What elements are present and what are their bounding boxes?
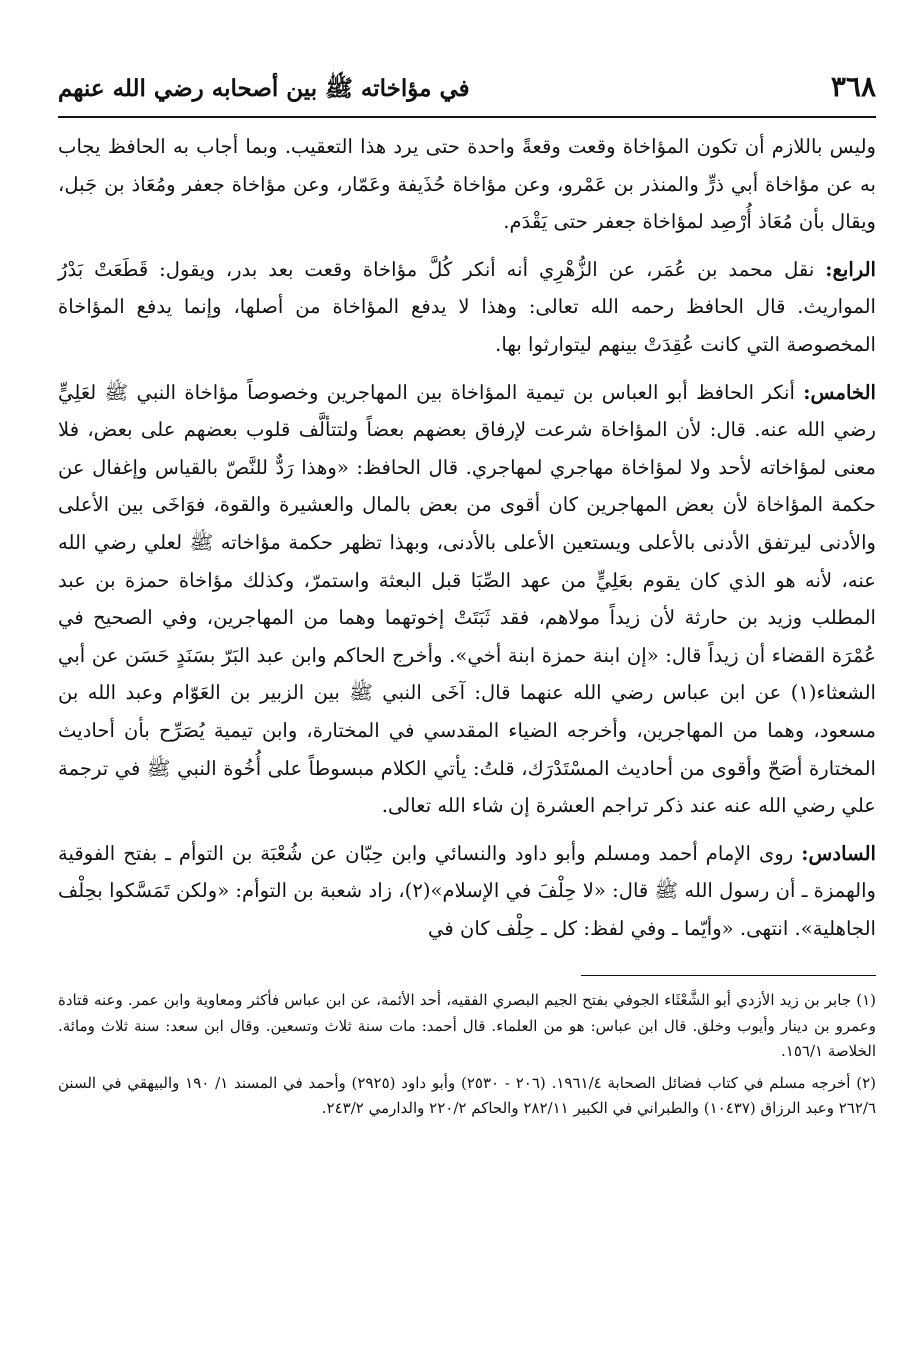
footnote: (٢) أخرجه مسلم في كتاب فضائل الصحابة ١٩٦١/٤. (٢٠٦ - ٢٥٣٠) وأبو داود (٢٩٢٥) وأحمد في المسند ١/ ١٩٠ والبيهقي في السنن ٢٦٢/٦ وعبد الرزاق (١٠٤٣٧) والطبراني في الكبير ٢٨٢/١١ والحاكم ٢٢٠/٢ والدارمي ٢٤٣/٢. xyxy=(58,1073,876,1118)
footnote-divider xyxy=(581,975,876,976)
footnote: (١) جابر بن زيد الأزدي أبو الشَّعْثَاء الجوفي بفتح الجيم البصري الفقيه، أحد الأئمة، عن ابن عباس فأكثر ومعاوية وابن عمر. وعنه قتادة وعمرو بن دينار وأيوب وخلق. قال ابن عباس: هو من العلماء. قال أحمد: مات سنة ثلاث وتسعين. وقال ابن سعد: سنة ثلاث ومائة. الخلاصة ١٥٦/١. xyxy=(58,991,876,1061)
book-page xyxy=(58,70,876,1128)
paragraph xyxy=(58,128,876,241)
main-text xyxy=(58,128,876,947)
paragraph xyxy=(58,251,876,364)
paragraph-text: أنكر الحافظ أبو العباس بن تيمية المؤاخاة بين المهاجرين وخصوصاً مؤاخاة النبي ﷺ لعَلِيٍّ رضي الله عنه. قال: لأن المؤاخاة شرعت لإرفاق بعضهم بعضاً ولتتألَّف قلوب بعضهم على بعض، فلا معنى لمؤاخاته لأحد ولا لمؤاخاة مهاجري لمهاجري. قال الحافظ: «وهذا رَدٌّ للنَّصّ بالقياس وإغفال عن حكمة المؤاخاة لأن بعض المهاجرين كان أقوى من بعض بالمال والعشيرة والقوة، فوَاخَى بين الأعلى والأدنى ليرتفق الأدنى بالأعلى ويستعين الأعلى بالأدنى، وبهذا تظهر حكمة مؤاخاته ﷺ لعلي رضي الله عنه، لأنه هو الذي كان يقوم بعَلِيٍّ من عهد الصِّبَا قبل البعثة واستمرّ، وكذلك مؤاخاة حمزة بن عبد المطلب وزيد بن حارثة لأن زيداً مولاهم، فقد ثَبَتَتْ إخوتهما وهما من المهاجرين، وفي الصحيح في عُمْرَة القضاء أن زيداً قال: «إن ابنة حمزة ابنة أخي». وأخرج الحاكم وابن عبد البَرّ بسَنَدٍ حَسَن عن أبي الشعثاء(١) عن ابن عباس رضي الله عنهما قال: آخَى النبي ﷺ بين الزبير بن العَوّام وعبد الله بن مسعود، وهما من المهاجرين، وأخرجه الضياء المقدسي في المختارة، وابن تيمية يُصَرِّح بأن أحاديث المختارة أصَحّ وأقوى من أحاديث المسْتَدْرَك، قلتُ: يأتي الكلام مبسوطاً على أُخُوة النبي ﷺ في ترجمة علي رضي الله عنه عند ذكر تراجم العشرة إن شاء الله تعالى. xyxy=(58,380,876,818)
running-title: في مؤاخاته ﷺ بين أصحابه رضي الله عنهم xyxy=(58,75,470,102)
paragraph-text: روى الإمام أحمد ومسلم وأبو داود والنسائي وابن حِبّان عن شُعْبَة بن التوأم ـ بفتح الفوقية والهمزة ـ أن رسول الله ﷺ قال: «لا حِلْفَ في الإسلام»(٢)، زاد شعبة بن التوأم: «ولكن تَمَسَّكوا بحِلْف الجاهلية». انتهى. «وأيّما ـ وفي لفظ: كل ـ حِلْف كان في xyxy=(58,841,876,940)
page-number: ٣٦٨ xyxy=(830,70,876,103)
paragraph xyxy=(58,374,876,825)
paragraph-lead: الخامس: xyxy=(803,380,876,404)
paragraph-lead: الرابع: xyxy=(825,257,877,281)
paragraph-lead: السادس: xyxy=(801,841,876,865)
page-header xyxy=(58,70,876,118)
paragraph-text: وليس باللازم أن تكون المؤاخاة وقعت وقعةً واحدة حتى يرد هذا التعقيب. وبما أجاب به الحافظ يجاب به عن مؤاخاة أبي ذرٍّ والمنذر بن عَمْرو، وعن مؤاخاة حُذَيفة وعَمّار، وعن مؤاخاة جعفر ومُعَاذ بن جَبل، ويقال بأن مُعَاذ أُرْصِد لمؤاخاة جعفر حتى يَقْدَم. xyxy=(58,135,876,234)
footnotes xyxy=(58,988,876,1122)
paragraph-text: نقل محمد بن عُمَر، عن الزُّهْرِي أنه أنكر كُلَّ مؤاخاة وقعت بعد بدر، ويقول: قَطَعَتْ بَدْرُ المواريث. قال الحافظ رحمه الله تعالى: وهذا لا يدفع المؤاخاة من أصلها، وإنما يدفع المؤاخاة المخصوصة التي كانت عُقِدَتْ بينهم ليتوارثوا بها. xyxy=(58,257,876,356)
paragraph xyxy=(58,835,876,948)
